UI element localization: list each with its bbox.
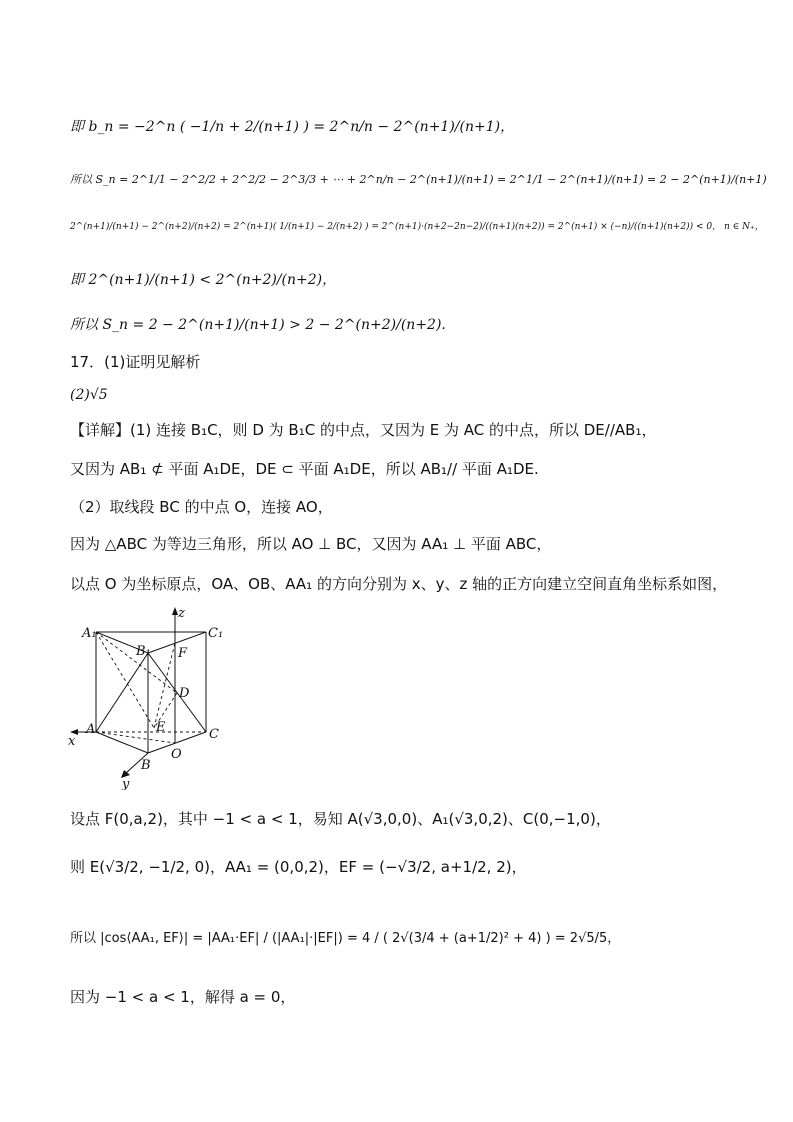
line-6: 17．(1)证明见解析	[70, 353, 201, 371]
label-C1: C₁	[208, 626, 224, 641]
label-B: B	[141, 758, 151, 773]
line-8: 【详解】(1) 连接 B₁C，则 D 为 B₁C 的中点，又因为 E 为 AC 的中点，所以 DE//AB₁，	[70, 421, 657, 439]
line-13: 设点 F(0,a,2)，其中 −1 < a < 1，易知 A(√3,0,0)、A₁(√3,0,2)、C(0,−1,0)，	[70, 810, 611, 828]
line-16: 因为 −1 < a < 1，解得 a = 0，	[70, 988, 296, 1006]
line-7: (2)√5	[70, 387, 108, 403]
label-B1: B₁	[136, 644, 151, 659]
label-C: C	[209, 727, 219, 742]
label-E: E	[156, 720, 166, 735]
line-4: 即 2^(n+1)/(n+1) < 2^(n+2)/(n+2)，	[70, 272, 337, 288]
edge-A1-D	[96, 632, 177, 693]
label-O: O	[171, 747, 182, 762]
line-2: 所以 S_n = 2^1/1 − 2^2/2 + 2^2/2 − 2^3/3 + ⋯ + 2^n/n − 2^(n+1)/(n+1) = 2^1/1 − 2^(n+1)/(n+1) = 2 − 2^(n+1)/(n+1)	[70, 173, 767, 186]
label-F: F	[178, 646, 188, 661]
edge-A-B	[96, 732, 148, 753]
line-15: 所以 |cos⟨AA₁, EF⟩| = |AA₁·EF| / (|AA₁|·|EF|) = 4 / ( 2√(3/4 + (a+1/2)² + 4) ) = 2√5/5，	[70, 931, 621, 946]
line-9: 又因为 AB₁ ⊄ 平面 A₁DE，DE ⊂ 平面 A₁DE，所以 AB₁// 平面 A₁DE.	[70, 460, 539, 478]
line-11: 因为 △ABC 为等边三角形，所以 AO ⊥ BC，又因为 AA₁ ⊥ 平面 ABC，	[70, 535, 552, 553]
line-1: 即 b_n = −2^n ( −1/n + 2/(n+1) ) = 2^n/n − 2^(n+1)/(n+1)，	[70, 119, 515, 135]
label-A1: A₁	[82, 626, 97, 641]
line-14: 则 E(√3/2, −1/2, 0)，AA₁ = (0,0,2)，EF = (−√3/2, a+1/2, 2)，	[70, 858, 527, 876]
line-5: 所以 S_n = 2 − 2^(n+1)/(n+1) > 2 − 2^(n+2)/(n+2).	[70, 317, 446, 333]
line-12: 以点 O 为坐标原点，OA、OB、AA₁ 的方向分别为 x、y、z 轴的正方向建立空间直角坐标系如图，	[70, 575, 728, 593]
line-3: 2^(n+1)/(n+1) − 2^(n+2)/(n+2) = 2^(n+1)( 1/(n+1) − 2/(n+2) ) = 2^(n+1)·(n+2−2n−2)/((n+1)(n+2)) = 2^(n+1) × (−n)/((n+1)(n+2)) < 0， n ∈ N₊，	[70, 222, 764, 232]
label-A: A	[86, 722, 96, 737]
label-x: x	[68, 734, 76, 749]
edge-B1-C1	[148, 632, 206, 653]
label-z: z	[178, 606, 185, 621]
label-y: y	[122, 777, 130, 790]
line-10: （2）取线段 BC 的中点 O，连接 AO，	[70, 498, 333, 516]
label-D: D	[179, 686, 190, 701]
prism-coordinate-figure	[66, 605, 236, 790]
